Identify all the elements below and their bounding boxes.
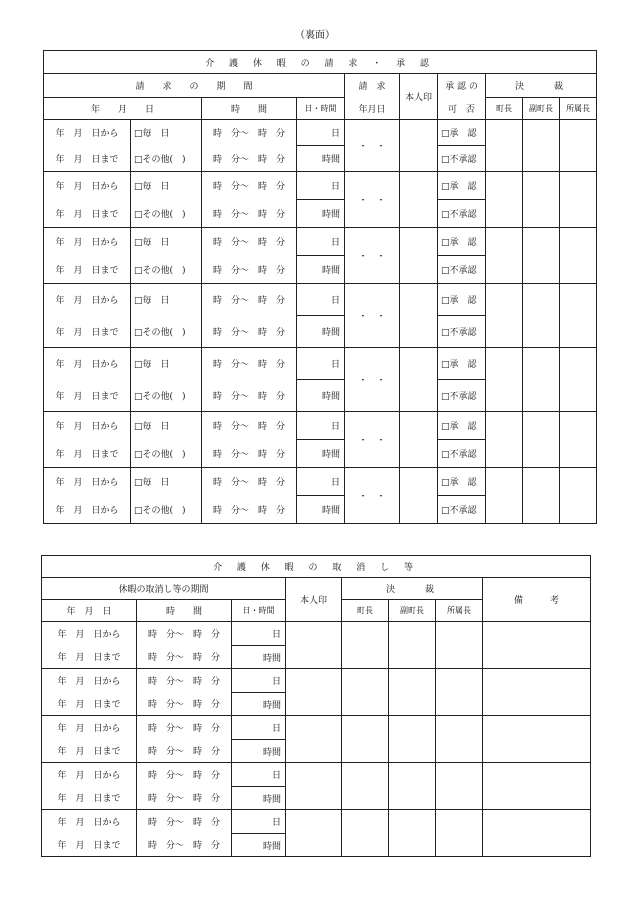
to-date: 年 月 日まで xyxy=(44,440,131,468)
cancel-to-date: 年 月 日まで xyxy=(42,740,137,763)
deputy-mayor-cell[interactable] xyxy=(523,228,560,284)
time-range: 時 分～ 時 分 xyxy=(202,200,297,228)
unit-hours: 時間 xyxy=(297,200,345,228)
cancel-seal-cell[interactable] xyxy=(286,763,342,810)
seal-cell[interactable] xyxy=(400,228,438,284)
request-date: ・ ・ xyxy=(345,228,400,284)
request-row xyxy=(44,468,597,496)
cancel-unit-hours: 時間 xyxy=(232,787,286,810)
cancel-unit-days: 日 xyxy=(232,669,286,693)
request-row xyxy=(44,120,597,146)
request-row xyxy=(44,172,597,200)
approve-option[interactable]: □承 認 xyxy=(438,228,486,256)
from-date: 年 月 日から xyxy=(44,172,131,200)
unit-days: 日 xyxy=(297,284,345,316)
dept-head-header: 所属長 xyxy=(560,98,597,120)
deputy-mayor-cell[interactable] xyxy=(523,120,560,172)
mayor-cell[interactable] xyxy=(486,412,523,468)
time-range: 時 分～ 時 分 xyxy=(202,228,297,256)
cancel-table-header xyxy=(42,556,591,622)
seal-cell[interactable] xyxy=(400,468,438,524)
request-approval-table xyxy=(43,50,597,524)
request-row xyxy=(44,228,597,256)
reject-option[interactable]: □不承認 xyxy=(438,496,486,524)
deputy-mayor-cell[interactable] xyxy=(523,284,560,348)
cancel-seal-cell[interactable] xyxy=(286,810,342,857)
cancel-deputy-mayor-cell[interactable] xyxy=(389,763,436,810)
seal-cell[interactable] xyxy=(400,120,438,172)
seal-header: 本人印 xyxy=(400,74,438,120)
frequency-other: □その他( ) xyxy=(131,380,202,412)
cancel-row xyxy=(42,810,591,834)
to-date: 年 月 日まで xyxy=(44,146,131,172)
reject-option[interactable]: □不承認 xyxy=(438,380,486,412)
from-date: 年 月 日から xyxy=(44,284,131,316)
time-range: 時 分～ 時 分 xyxy=(202,120,297,146)
cancel-from-date: 年 月 日から xyxy=(42,716,137,740)
mayor-cell[interactable] xyxy=(486,120,523,172)
request-date: ・ ・ xyxy=(345,348,400,412)
request-header: 請 求 xyxy=(345,74,400,98)
unit-days: 日 xyxy=(297,468,345,496)
frequency-daily: □毎 日 xyxy=(131,348,202,380)
cancel-time-range: 時 分～ 時 分 xyxy=(137,646,232,669)
cancel-from-date: 年 月 日から xyxy=(42,810,137,834)
request-date: ・ ・ xyxy=(345,172,400,228)
cancel-mayor-header: 町長 xyxy=(342,600,389,622)
dept-head-cell[interactable] xyxy=(560,120,597,172)
dept-head-cell[interactable] xyxy=(560,412,597,468)
cancel-dept-head-cell[interactable] xyxy=(436,810,483,857)
cancel-deputy-mayor-cell[interactable] xyxy=(389,622,436,669)
cancel-from-date: 年 月 日から xyxy=(42,669,137,693)
deputy-mayor-cell[interactable] xyxy=(523,468,560,524)
days-hours-header: 日・時間 xyxy=(297,98,345,120)
unit-hours: 時間 xyxy=(297,380,345,412)
mayor-cell[interactable] xyxy=(486,468,523,524)
time-range: 時 分～ 時 分 xyxy=(202,284,297,316)
from-date: 年 月 日から xyxy=(44,228,131,256)
deputy-mayor-header: 副町長 xyxy=(523,98,560,120)
cancel-to-date: 年 月 日まで xyxy=(42,834,137,857)
to-date: 年 月 日まで xyxy=(44,200,131,228)
cancel-time-range: 時 分～ 時 分 xyxy=(137,622,232,646)
cancel-time-range: 時 分～ 時 分 xyxy=(137,693,232,716)
time-range: 時 分～ 時 分 xyxy=(202,172,297,200)
frequency-other: □その他( ) xyxy=(131,316,202,348)
cancel-rows xyxy=(42,622,591,857)
approval-sub-header: 可 否 xyxy=(438,98,486,120)
cancel-mayor-cell[interactable] xyxy=(342,669,389,716)
unit-hours: 時間 xyxy=(297,496,345,524)
frequency-other: □その他( ) xyxy=(131,440,202,468)
unit-days: 日 xyxy=(297,172,345,200)
time-range: 時 分～ 時 分 xyxy=(202,496,297,524)
decision-header: 決 裁 xyxy=(486,74,597,98)
cancel-table-title: 介 護 休 暇 の 取 消 し 等 xyxy=(42,556,591,578)
cancel-unit-days: 日 xyxy=(232,763,286,787)
cancel-unit-days: 日 xyxy=(232,716,286,740)
cancel-mayor-cell[interactable] xyxy=(342,622,389,669)
unit-hours: 時間 xyxy=(297,256,345,284)
seal-cell[interactable] xyxy=(400,412,438,468)
reject-option[interactable]: □不承認 xyxy=(438,316,486,348)
cancel-seal-header: 本人印 xyxy=(286,578,342,622)
cancel-to-date: 年 月 日まで xyxy=(42,693,137,716)
from-date: 年 月 日から xyxy=(44,468,131,496)
time-range: 時 分～ 時 分 xyxy=(202,256,297,284)
approve-option[interactable]: □承 認 xyxy=(438,172,486,200)
cancel-deputy-mayor-header: 副町長 xyxy=(389,600,436,622)
seal-cell[interactable] xyxy=(400,348,438,412)
cancel-row xyxy=(42,763,591,787)
page-heading: （裏面） xyxy=(295,30,335,41)
request-row xyxy=(44,348,597,380)
cancel-ymd-header: 年 月 日 xyxy=(42,600,137,622)
dept-head-cell[interactable] xyxy=(560,348,597,412)
cancel-row xyxy=(42,716,591,740)
unit-days: 日 xyxy=(297,412,345,440)
from-date: 年 月 日から xyxy=(44,120,131,146)
request-table-title: 介 護 休 暇 の 請 求 ・ 承 認 xyxy=(44,51,597,74)
to-date: 年 月 日まで xyxy=(44,316,131,348)
cancel-mayor-cell[interactable] xyxy=(342,810,389,857)
deputy-mayor-cell[interactable] xyxy=(523,348,560,412)
cancel-from-date: 年 月 日から xyxy=(42,763,137,787)
cancel-time-range: 時 分～ 時 分 xyxy=(137,740,232,763)
approve-option[interactable]: □承 認 xyxy=(438,348,486,380)
frequency-other: □その他( ) xyxy=(131,496,202,524)
cancel-time-range: 時 分～ 時 分 xyxy=(137,763,232,787)
remarks-header: 備 考 xyxy=(483,578,591,622)
unit-hours: 時間 xyxy=(297,440,345,468)
cancel-time-range: 時 分～ 時 分 xyxy=(137,716,232,740)
to-date: 年 月 日から xyxy=(44,496,131,524)
mayor-header: 町長 xyxy=(486,98,523,120)
frequency-other: □その他( ) xyxy=(131,256,202,284)
cancel-time-header: 時 間 xyxy=(137,600,232,622)
request-date: ・ ・ xyxy=(345,468,400,524)
cancel-mayor-cell[interactable] xyxy=(342,716,389,763)
cancel-deputy-mayor-cell[interactable] xyxy=(389,716,436,763)
cancel-mayor-cell[interactable] xyxy=(342,763,389,810)
cancel-unit-hours: 時間 xyxy=(232,740,286,763)
reject-option[interactable]: □不承認 xyxy=(438,440,486,468)
ymd-header: 年 月 日 xyxy=(44,98,202,120)
request-row xyxy=(44,284,597,316)
dept-head-cell[interactable] xyxy=(560,468,597,524)
frequency-daily: □毎 日 xyxy=(131,172,202,200)
remarks-cell[interactable] xyxy=(483,810,591,857)
deputy-mayor-cell[interactable] xyxy=(523,172,560,228)
deputy-mayor-cell[interactable] xyxy=(523,412,560,468)
approve-option[interactable]: □承 認 xyxy=(438,284,486,316)
cancel-dept-head-cell[interactable] xyxy=(436,669,483,716)
cancel-time-range: 時 分～ 時 分 xyxy=(137,834,232,857)
reject-option[interactable]: □不承認 xyxy=(438,256,486,284)
seal-cell[interactable] xyxy=(400,172,438,228)
request-date: ・ ・ xyxy=(345,120,400,172)
cancel-deputy-mayor-cell[interactable] xyxy=(389,810,436,857)
approve-option[interactable]: □承 認 xyxy=(438,412,486,440)
request-date: ・ ・ xyxy=(345,284,400,348)
remarks-cell[interactable] xyxy=(483,716,591,763)
time-range: 時 分～ 時 分 xyxy=(202,348,297,380)
remarks-cell[interactable] xyxy=(483,622,591,669)
time-range: 時 分～ 時 分 xyxy=(202,412,297,440)
to-date: 年 月 日まで xyxy=(44,380,131,412)
request-table-header xyxy=(44,51,597,120)
time-range: 時 分～ 時 分 xyxy=(202,440,297,468)
dept-head-cell[interactable] xyxy=(560,228,597,284)
cancel-deputy-mayor-cell[interactable] xyxy=(389,669,436,716)
cancel-dept-head-cell[interactable] xyxy=(436,763,483,810)
to-date: 年 月 日まで xyxy=(44,256,131,284)
cancellation-table xyxy=(41,555,591,857)
frequency-other: □その他( ) xyxy=(131,200,202,228)
cancel-from-date: 年 月 日から xyxy=(42,622,137,646)
cancel-time-range: 時 分～ 時 分 xyxy=(137,787,232,810)
unit-hours: 時間 xyxy=(297,146,345,172)
remarks-cell[interactable] xyxy=(483,669,591,716)
cancel-unit-days: 日 xyxy=(232,810,286,834)
cancel-dept-head-header: 所属長 xyxy=(436,600,483,622)
time-header: 時 間 xyxy=(202,98,297,120)
frequency-daily: □毎 日 xyxy=(131,228,202,256)
cancel-to-date: 年 月 日まで xyxy=(42,646,137,669)
unit-days: 日 xyxy=(297,120,345,146)
cancel-unit-hours: 時間 xyxy=(232,834,286,857)
dept-head-cell[interactable] xyxy=(560,172,597,228)
cancel-to-date: 年 月 日まで xyxy=(42,787,137,810)
approval-header: 承 認 の xyxy=(438,74,486,98)
request-row xyxy=(44,412,597,440)
frequency-daily: □毎 日 xyxy=(131,468,202,496)
mayor-cell[interactable] xyxy=(486,284,523,348)
cancel-seal-cell[interactable] xyxy=(286,716,342,763)
frequency-daily: □毎 日 xyxy=(131,412,202,440)
cancel-period-header: 休暇の取消し等の期間 xyxy=(42,578,286,600)
request-date-header: 年月日 xyxy=(345,98,400,120)
cancel-unit-hours: 時間 xyxy=(232,693,286,716)
time-range: 時 分～ 時 分 xyxy=(202,380,297,412)
cancel-row xyxy=(42,669,591,693)
mayor-cell[interactable] xyxy=(486,172,523,228)
mayor-cell[interactable] xyxy=(486,348,523,412)
request-date: ・ ・ xyxy=(345,412,400,468)
frequency-other: □その他( ) xyxy=(131,146,202,172)
mayor-cell[interactable] xyxy=(486,228,523,284)
request-rows xyxy=(44,120,597,524)
cancel-dept-head-cell[interactable] xyxy=(436,716,483,763)
frequency-daily: □毎 日 xyxy=(131,120,202,146)
cancel-row xyxy=(42,622,591,646)
from-date: 年 月 日から xyxy=(44,348,131,380)
cancel-unit-hours: 時間 xyxy=(232,646,286,669)
from-date: 年 月 日から xyxy=(44,412,131,440)
cancel-seal-cell[interactable] xyxy=(286,622,342,669)
approve-option[interactable]: □承 認 xyxy=(438,468,486,496)
seal-cell[interactable] xyxy=(400,284,438,348)
cancel-time-range: 時 分～ 時 分 xyxy=(137,669,232,693)
cancel-time-range: 時 分～ 時 分 xyxy=(137,810,232,834)
cancel-days-hours-header: 日・時間 xyxy=(232,600,286,622)
time-range: 時 分～ 時 分 xyxy=(202,146,297,172)
time-range: 時 分～ 時 分 xyxy=(202,316,297,348)
dept-head-cell[interactable] xyxy=(560,284,597,348)
approve-option[interactable]: □承 認 xyxy=(438,120,486,146)
unit-days: 日 xyxy=(297,348,345,380)
request-period-header: 請 求 の 期 間 xyxy=(44,74,345,98)
reject-option[interactable]: □不承認 xyxy=(438,200,486,228)
cancel-seal-cell[interactable] xyxy=(286,669,342,716)
time-range: 時 分～ 時 分 xyxy=(202,468,297,496)
cancel-decision-header: 決 裁 xyxy=(342,578,483,600)
unit-days: 日 xyxy=(297,228,345,256)
reject-option[interactable]: □不承認 xyxy=(438,146,486,172)
frequency-daily: □毎 日 xyxy=(131,284,202,316)
remarks-cell[interactable] xyxy=(483,763,591,810)
unit-hours: 時間 xyxy=(297,316,345,348)
cancel-unit-days: 日 xyxy=(232,622,286,646)
cancel-dept-head-cell[interactable] xyxy=(436,622,483,669)
